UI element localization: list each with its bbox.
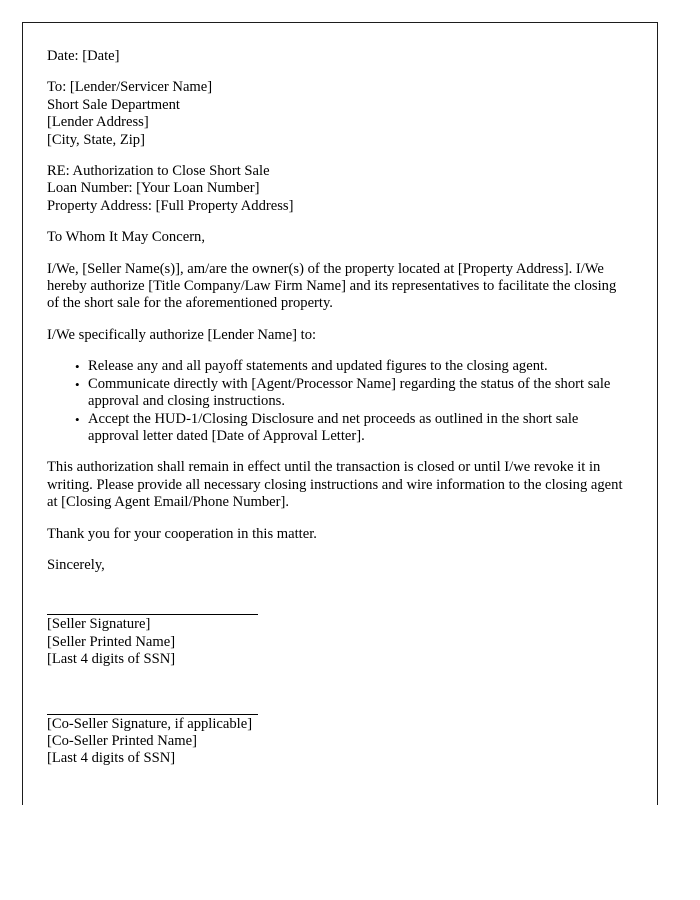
recipient-address-line: [Lender Address] (47, 114, 149, 131)
recipient-block (47, 79, 627, 149)
closing-paragraph-2: Thank you for your cooperation in this matter. (47, 525, 317, 542)
salutation-block (47, 229, 627, 246)
seller-signature-rule (47, 614, 258, 615)
list-item: • Release any and all payoff statements and updated figures to the closing agent. (88, 358, 627, 375)
recipient-city-state-zip-line: [City, State, Zip] (47, 131, 145, 148)
reference-block (47, 163, 627, 215)
co-seller-ssn-label: [Last 4 digits of SSN] (47, 750, 176, 767)
date-block (47, 48, 627, 65)
authorization-list (47, 358, 627, 445)
re-line: RE: Authorization to Close Short Sale (47, 163, 270, 180)
salutation-line: To Whom It May Concern, (47, 229, 205, 246)
seller-signature-label: [Seller Signature] (47, 616, 151, 633)
signature-spacer (47, 588, 627, 614)
recipient-to-line: To: [Lender/Servicer Name] (47, 79, 213, 96)
closing-paragraph-1: This authorization shall remain in effect until the transaction is closed or until I/we revoke it in writing. Please provide all necessary closing instructions and wire information to the closing agent at [Closing Agent Email/Phone Number]. (47, 459, 623, 511)
loan-number-line: Loan Number: [Your Loan Number] (47, 180, 260, 197)
document-page (22, 22, 658, 805)
sign-off-line: Sincerely, (47, 556, 105, 573)
recipient-department-line: Short Sale Department (47, 96, 180, 113)
date-line: Date: [Date] (47, 48, 120, 64)
seller-printed-name-label: [Seller Printed Name] (47, 633, 176, 650)
property-address-line: Property Address: [Full Property Address] (47, 197, 294, 214)
co-seller-printed-name-label: [Co-Seller Printed Name] (47, 732, 197, 749)
seller-ssn-label: [Last 4 digits of SSN] (47, 651, 176, 668)
letter-body (47, 48, 627, 782)
list-item: • Communicate directly with [Agent/Processor Name] regarding the status of the short sale approval and closing instructions. (88, 376, 627, 411)
co-seller-signature-rule (47, 714, 258, 715)
body-paragraph-1: I/We, [Seller Name(s)], am/are the owner(s) of the property located at [Property Address]. I/We hereby authorize [Title Company/Law Firm Name] and its representatives to facilitate the closing of the short sale for the aforementioned property. (47, 260, 617, 312)
co-seller-signature-label: [Co-Seller Signature, if applicable] (47, 715, 253, 732)
list-item: • Accept the HUD-1/Closing Disclosure and net proceeds as outlined in the short sale approval letter dated [Date of Approval Letter]. (88, 411, 627, 446)
seller-signature-block (47, 614, 627, 668)
body-paragraph-2: I/We specifically authorize [Lender Name] to: (47, 326, 317, 343)
co-signature-spacer (47, 683, 627, 714)
co-seller-signature-block (47, 714, 627, 768)
